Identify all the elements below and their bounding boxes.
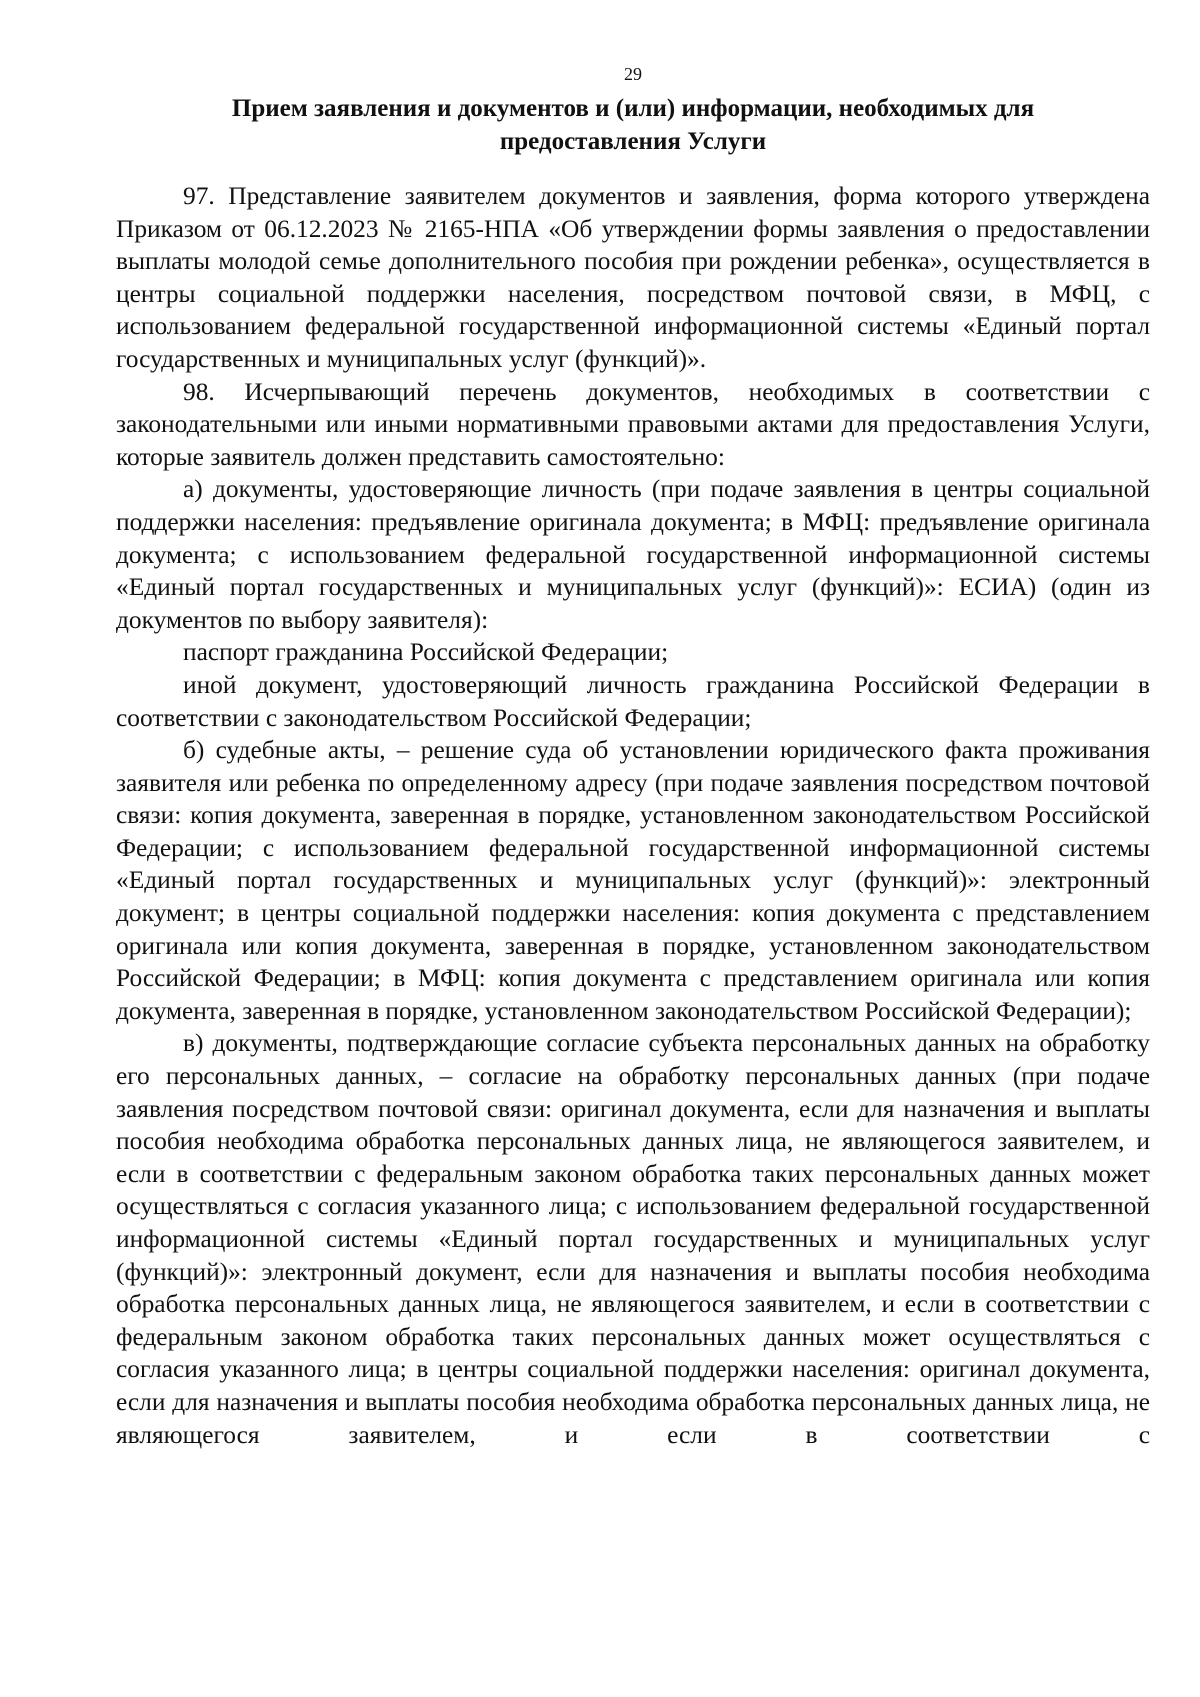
section-heading-line-1: Прием заявления и документов и (или) информации, необходимых для — [231, 95, 1035, 122]
section-heading-line-2: предоставления Услуги — [499, 128, 767, 155]
paragraph-97: 97. Представление заявителем документов и заявления, форма которого утверждена Приказом от 06.12.2023 № 2165-НПА «Об утверждении формы заявления о предоставлении выплаты молодой семье дополнительного пособия при рождении ребенка», осуществляется в центры социальной поддержки населения, посредством почтовой связи, в МФЦ, с использованием федеральной государственной информационной системы «Единый портал государственных и муниципальных услуг (функций)». — [116, 182, 1150, 373]
paragraph-98-item-a-passport: паспорт гражданина Российской Федерации; — [183, 638, 669, 667]
paragraph-98-item-a: а) документы, удостоверяющие личность (при подаче заявления в центры социальной поддержки населения: предъявление оригинала документа; в МФЦ: предъявление оригинала документа; с использованием федеральной государственной информационной системы «Единый портал государственных и муниципальных услуг (функций)»: ЕСИА) (один из документов по выбору заявителя): — [116, 475, 1150, 634]
paragraph-98: 98. Исчерпывающий перечень документов, необходимых в соответствии с законодательными или иными нормативными правовыми актами для предоставления Услуги, которые заявитель должен представить самостоятельно: — [116, 377, 1150, 471]
document-page — [116, 62, 1150, 1451]
section-heading — [116, 92, 1150, 158]
body-text — [116, 180, 1150, 1451]
paragraph-98-item-a-other-document: иной документ, удостоверяющий личность гражданина Российской Федерации в соответствии с законодательством Российской Федерации; — [116, 670, 1150, 732]
page-number: 29 — [624, 64, 642, 84]
paragraph-98-item-v: в) документы, подтверждающие согласие субъекта персональных данных на обработку его персональных данных, – согласие на обработку персональных данных (при подаче заявления посредством почтовой связи: оригинал документа, если для назначения и выплаты пособия необходима обработка персональных данных лица, не являющегося заявителем, и если в соответствии с федеральным законом обработка таких персональных данных может осуществляться с согласия указанного лица; с использованием федеральной государственной информационной системы «Единый портал государственных и муниципальных услуг (функций)»: электронный документ, если для назначения и выплаты пособия необходима обработка персональных данных лица, не являющегося заявителем, и если в соответствии с федеральным законом обработка таких персональных данных может осуществляться с согласия указанного лица; в центры социальной поддержки населения: оригинал документа, если для назначения и выплаты пособия необходима обработка персональных данных лица, не являющегося заявителем, и если в соответствии с — [116, 1029, 1150, 1449]
paragraph-98-item-b: б) судебные акты, – решение суда об установлении юридического факта проживания заявителя или ребенка по определенному адресу (при подаче заявления посредством почтовой связи: копия документа, заверенная в порядке, установленном законодательством Российской Федерации; с использованием федеральной государственной информационной системы «Единый портал государственных и муниципальных услуг (функций)»: электронный документ; в центры социальной поддержки населения: копия документа с представлением оригинала или копия документа, заверенная в порядке, установленном законодательством Российской Федерации; в МФЦ: копия документа с представлением оригинала или копия документа, заверенная в порядке, установленном законодательством Российской Федерации); — [116, 736, 1150, 1025]
